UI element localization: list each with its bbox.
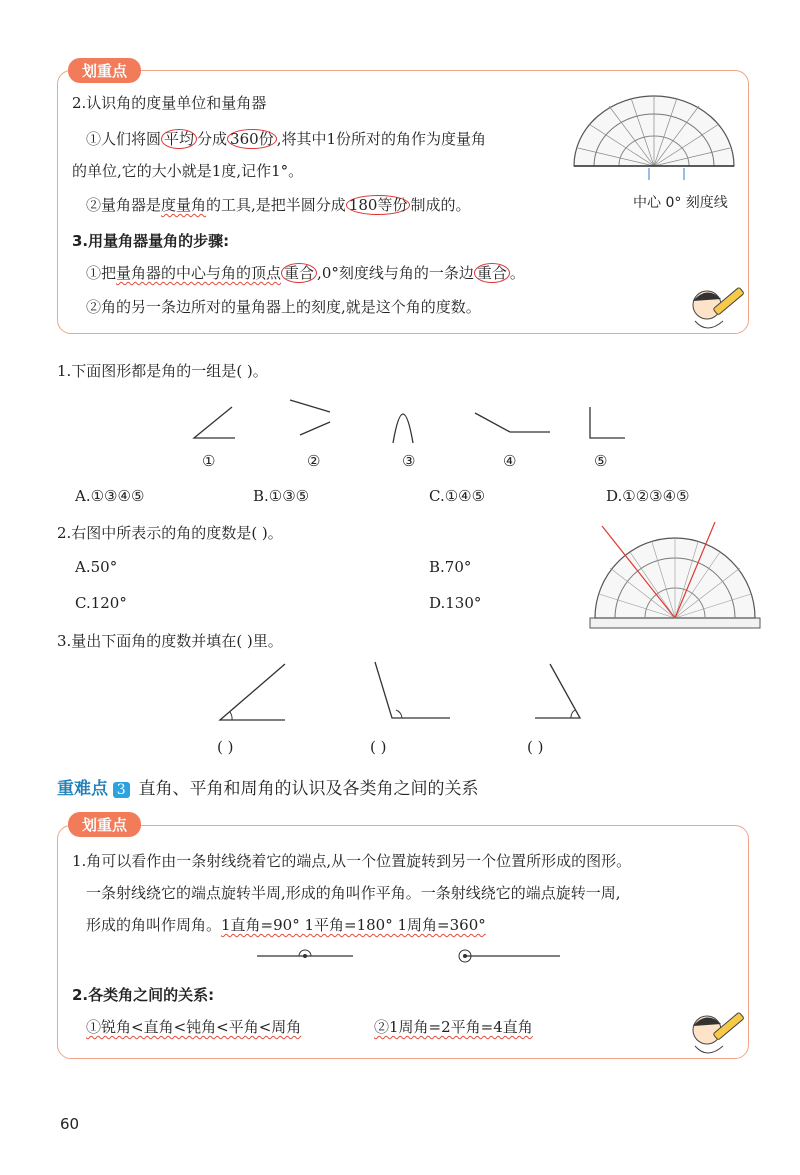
page-number: 60 xyxy=(60,1115,80,1133)
angle-def-line-2: 一条射线绕它的端点旋转半周,形成的角叫作平角。一条射线绕它的端点旋转一周, xyxy=(86,884,621,902)
q3-blank-3[interactable]: ( ) xyxy=(527,738,544,756)
protractor-line-2: 的单位,它的大小就是1度,记作1°。 xyxy=(72,162,304,180)
q1-option-c[interactable]: C.①④⑤ xyxy=(429,487,486,505)
q1-figures xyxy=(180,395,700,455)
q2-option-d[interactable]: D.130° xyxy=(429,594,482,612)
q3-blank-2[interactable]: ( ) xyxy=(370,738,387,756)
q1-option-d[interactable]: D.①②③④⑤ xyxy=(606,487,690,505)
q1-figure-label-2: ② xyxy=(307,452,321,470)
q1-figure-label-5: ⑤ xyxy=(594,452,608,470)
angle-relations-title: 2.各类角之间的关系: xyxy=(72,986,215,1004)
protractor-label: 中心 0° 刻度线 xyxy=(633,195,728,211)
q3-blank-1[interactable]: ( ) xyxy=(217,738,234,756)
question-2: 2.右图中所表示的角的度数是( )。 xyxy=(57,524,283,542)
angle-relation-1: ①锐角<直角<钝角<平角<周角 xyxy=(86,1018,302,1036)
protractor-line-1: ①人们将圆 平均 分成 360份 ,将其中1份所对的角作为度量角 xyxy=(86,130,487,148)
section-3-header: 重难点 3 直角、平角和周角的认识及各类角之间的关系 xyxy=(57,779,479,799)
question-1: 1.下面图形都是角的一组是( )。 xyxy=(57,362,268,380)
q1-figure-label-4: ④ xyxy=(503,452,517,470)
q2-protractor-figure xyxy=(590,520,760,630)
straight-and-full-angle-figure xyxy=(255,946,575,966)
measure-steps-title: 3.用量角器量角的步骤: xyxy=(72,232,230,250)
q1-figure-label-3: ③ xyxy=(402,452,416,470)
q1-option-a[interactable]: A.①③④⑤ xyxy=(75,487,145,505)
key-points-tag-2: 划重点 xyxy=(68,812,141,837)
measure-step-2: ②角的另一条边所对的量角器上的刻度,就是这个角的度数。 xyxy=(86,298,481,316)
measure-step-1: ①把量角器的中心与角的顶点 重合 ,0°刻度线与角的一条边 重合 。 xyxy=(86,264,525,282)
angle-def-line-3: 形成的角叫作周角。1直角=90° 1平角=180° 1周角=360° xyxy=(86,916,486,934)
section-3-number-badge: 3 xyxy=(113,782,130,798)
protractor-title: 2.认识角的度量单位和量角器 xyxy=(72,94,267,112)
q1-figure-label-1: ① xyxy=(202,452,216,470)
q3-angles xyxy=(210,658,610,728)
q2-option-b[interactable]: B.70° xyxy=(429,558,472,576)
protractor-line-3: ②量角器是度量角的工具,是把半圆分成 180等份 制成的。 xyxy=(86,196,471,214)
angle-def-line-1: 1.角可以看作由一条射线绕着它的端点,从一个位置旋转到另一个位置所形成的图形。 xyxy=(72,852,632,870)
protractor-illustration xyxy=(569,90,739,170)
mascot-icon-2 xyxy=(683,1010,743,1062)
q1-option-b[interactable]: B.①③⑤ xyxy=(253,487,310,505)
question-3: 3.量出下面角的度数并填在( )里。 xyxy=(57,632,283,650)
q2-option-a[interactable]: A.50° xyxy=(75,558,118,576)
mascot-icon xyxy=(683,285,743,337)
q2-option-c[interactable]: C.120° xyxy=(75,594,127,612)
angle-relation-2: ②1周角=2平角=4直角 xyxy=(374,1018,533,1036)
key-points-tag-1: 划重点 xyxy=(68,58,141,83)
